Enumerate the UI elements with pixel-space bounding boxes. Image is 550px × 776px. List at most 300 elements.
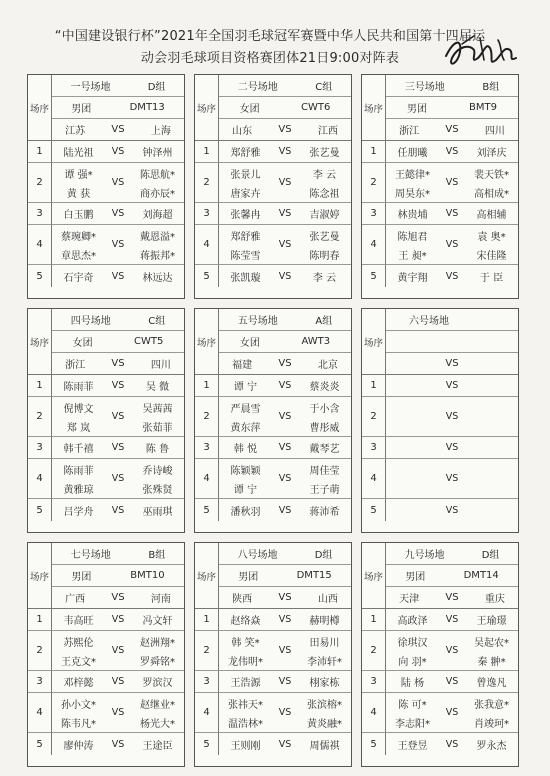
right-players — [465, 696, 518, 730]
player-name: 廖仲涛 — [63, 740, 94, 752]
match-row — [219, 265, 351, 287]
right-players — [298, 674, 351, 689]
match-order: 4 — [195, 693, 219, 733]
right-players — [131, 440, 184, 455]
player-name: 韦高旺 — [63, 616, 94, 627]
court-table — [27, 308, 185, 533]
match-row — [52, 671, 184, 693]
player-name: 于 臣 — [479, 272, 504, 284]
right-players — [298, 737, 351, 752]
left-players — [52, 696, 105, 730]
player-name: 蒋振邦* — [140, 250, 175, 262]
player-name: 曾逸凡 — [476, 678, 507, 689]
player-name: 黄炎融* — [307, 718, 342, 730]
player-name: 于小含 — [309, 403, 340, 415]
match-vs: VS — [111, 208, 125, 219]
match-order: 1 — [195, 375, 219, 397]
match-vs: VS — [278, 380, 292, 391]
left-players — [386, 206, 439, 221]
right-players — [298, 378, 351, 393]
title-line-1: “中国建设银行杯”2021年全国羽毛球冠军赛暨中华人民共和国第十四届运 — [54, 29, 486, 44]
player-name: 徐琪汉 — [397, 637, 428, 649]
court-name: 七号场地 — [70, 550, 111, 561]
player-name: 戴琴艺 — [309, 444, 340, 455]
player-name: 陈雨菲 — [63, 465, 94, 477]
match-order: 1 — [28, 609, 52, 631]
teams-vs: VS — [278, 592, 292, 603]
column-header-order: 场序 — [195, 543, 219, 609]
match-order: 2 — [362, 163, 386, 203]
left-players — [52, 269, 105, 284]
column-header-order: 场序 — [28, 75, 52, 141]
right-players — [298, 144, 351, 159]
title-line-2: 动会羽毛球项目资格赛团体21日9:00对阵表 — [140, 51, 400, 66]
match-order: 1 — [362, 609, 386, 631]
court-header — [219, 543, 351, 565]
event-code: DMT15 — [296, 570, 332, 581]
right-players — [298, 634, 351, 668]
left-players — [219, 737, 272, 752]
player-name: 石宇奇 — [63, 272, 94, 284]
match-order: 4 — [28, 459, 52, 499]
player-name: 赵络焱 — [230, 616, 261, 627]
court-header — [52, 75, 184, 97]
match-vs: VS — [445, 676, 459, 687]
player-name: 吴起农* — [474, 637, 509, 649]
match-order: 2 — [195, 397, 219, 437]
right-players — [298, 462, 351, 496]
match-row — [219, 437, 351, 459]
player-name: 赫明樽 — [309, 616, 340, 627]
left-players — [219, 696, 272, 730]
left-players — [52, 144, 105, 159]
left-players — [386, 144, 439, 159]
match-row — [219, 671, 351, 693]
event-header — [386, 97, 518, 119]
left-players — [219, 400, 272, 434]
player-name: 王子萌 — [309, 484, 340, 496]
court-header — [219, 309, 351, 331]
player-name: 陆 杨 — [400, 678, 425, 689]
player-name: 严晨雪 — [230, 403, 261, 415]
player-name: 陈韦凡* — [61, 718, 96, 730]
match-order: 3 — [362, 437, 386, 459]
player-name: 赵继业* — [140, 699, 175, 711]
match-order: 3 — [362, 671, 386, 693]
left-players — [386, 696, 439, 730]
team-2: 重庆 — [484, 594, 505, 605]
court-header — [386, 543, 518, 565]
event-code: CWT5 — [133, 336, 164, 347]
left-players — [386, 737, 439, 752]
event-code: BMT10 — [130, 570, 165, 581]
player-name: 王 昶* — [398, 250, 427, 262]
left-players — [52, 378, 105, 393]
event-header — [219, 565, 351, 587]
event-code: DMT13 — [129, 102, 165, 113]
match-vs: VS — [445, 146, 459, 157]
match-vs: VS — [445, 614, 459, 625]
player-name: 曹彤威 — [309, 422, 340, 434]
player-name: 陈 鲁 — [145, 444, 170, 455]
match-order: 1 — [28, 375, 52, 397]
court-table — [27, 74, 185, 299]
match-order: 5 — [195, 265, 219, 287]
player-name: 高政泽 — [397, 616, 428, 627]
team-1: 江苏 — [65, 126, 86, 137]
player-name: 罗舜铭* — [140, 656, 175, 668]
right-players — [131, 378, 184, 393]
event-type: 男团 — [405, 572, 426, 583]
left-players — [219, 206, 272, 221]
match-order: 4 — [28, 693, 52, 733]
match-order: 4 — [362, 225, 386, 265]
match-vs: VS — [445, 473, 459, 484]
teams-header — [52, 353, 184, 375]
player-name: 陈雨菲 — [63, 382, 94, 393]
player-name: 黄宇翔 — [397, 272, 428, 284]
player-name: 陈 可* — [398, 699, 427, 711]
right-players — [298, 503, 351, 518]
match-order: 4 — [195, 225, 219, 265]
event-code: DMT14 — [463, 570, 499, 581]
left-players — [52, 166, 105, 200]
player-name: 陈念祖 — [309, 188, 340, 200]
court-name: 二号场地 — [237, 82, 278, 93]
team-2: 山西 — [317, 594, 338, 605]
player-name: 蔡琬卿* — [61, 231, 96, 243]
match-vs: VS — [278, 614, 292, 625]
right-players — [131, 612, 184, 627]
right-players — [131, 166, 184, 200]
player-name: 孙小文* — [61, 699, 96, 711]
match-vs: VS — [278, 411, 292, 422]
teams-header — [386, 119, 518, 141]
left-players — [52, 206, 105, 221]
right-players — [298, 206, 351, 221]
event-header — [386, 331, 518, 353]
player-name: 王登昱 — [397, 740, 428, 752]
team-2: 上海 — [150, 126, 171, 137]
team-1: 浙江 — [65, 360, 86, 371]
teams-header — [219, 353, 351, 375]
player-name: 黄雅琼 — [63, 484, 94, 496]
match-vs: VS — [445, 442, 459, 453]
match-vs: VS — [278, 442, 292, 453]
match-row — [386, 225, 518, 265]
player-name: 韩 笑* — [231, 637, 260, 649]
teams-header — [52, 587, 184, 609]
match-row — [219, 499, 351, 521]
column-header-order: 场序 — [28, 309, 52, 375]
match-order: 4 — [28, 225, 52, 265]
player-name: 潘秋羽 — [230, 506, 261, 518]
match-row — [386, 609, 518, 631]
player-name: 张殊贤 — [142, 484, 173, 496]
match-row — [52, 203, 184, 225]
match-vs: VS — [278, 473, 292, 484]
player-name: 韩千禧 — [63, 444, 94, 455]
player-name: 谭 宁 — [233, 382, 258, 393]
player-name: 陆光祖 — [63, 148, 94, 159]
court-group: B组 — [482, 82, 500, 93]
event-type: 女团 — [72, 338, 93, 349]
match-vs: VS — [111, 707, 125, 718]
player-name: 张祎天* — [228, 699, 263, 711]
match-order: 4 — [195, 459, 219, 499]
event-header — [52, 331, 184, 353]
court-group: C组 — [148, 316, 166, 327]
player-name: 吴茜茜 — [142, 403, 173, 415]
match-vs: VS — [111, 380, 125, 391]
court-name: 一号场地 — [70, 82, 111, 93]
right-players — [465, 269, 518, 284]
teams-vs: VS — [111, 358, 125, 369]
teams-header — [219, 587, 351, 609]
match-row — [386, 203, 518, 225]
match-row — [386, 437, 518, 459]
teams-vs: VS — [278, 124, 292, 135]
left-players — [219, 674, 272, 689]
player-name: 郑舒雅 — [230, 148, 261, 159]
team-2: 北京 — [317, 360, 338, 371]
match-vs: VS — [445, 411, 459, 422]
player-name: 田易川 — [309, 637, 340, 649]
match-row — [219, 609, 351, 631]
right-players — [465, 206, 518, 221]
match-row — [386, 733, 518, 755]
match-row — [52, 397, 184, 437]
event-header — [219, 331, 351, 353]
left-players — [219, 440, 272, 455]
match-order: 2 — [28, 397, 52, 437]
player-name: 谭 宁 — [233, 484, 258, 496]
court-group: D组 — [314, 550, 333, 561]
right-players — [465, 166, 518, 200]
match-order: 4 — [362, 459, 386, 499]
match-row — [219, 141, 351, 163]
player-name: 王克文* — [61, 656, 96, 668]
player-name: 李 云 — [312, 169, 337, 181]
left-players — [219, 166, 272, 200]
player-name: 王则刚 — [230, 740, 261, 752]
player-name: 王瑜璟 — [476, 616, 507, 627]
player-name: 周佳莹 — [309, 465, 340, 477]
match-vs: VS — [278, 504, 292, 516]
team-2: 四川 — [150, 360, 171, 371]
right-players — [465, 634, 518, 668]
left-players — [219, 144, 272, 159]
player-name: 李志阳* — [395, 718, 430, 730]
court-header — [219, 75, 351, 97]
right-players — [298, 612, 351, 627]
team-1: 陕西 — [232, 594, 253, 605]
left-players — [52, 737, 105, 752]
player-name: 戴恩溢* — [140, 231, 175, 243]
court-name: 六号场地 — [409, 316, 449, 327]
player-name: 陈旭君 — [397, 231, 428, 243]
match-row — [386, 631, 518, 671]
player-name: 张景儿 — [230, 169, 261, 181]
teams-vs: VS — [278, 358, 292, 369]
right-players — [465, 612, 518, 627]
player-name: 蔡炎炎 — [309, 382, 340, 393]
player-name: 王浩源 — [230, 678, 261, 689]
match-vs: VS — [111, 177, 125, 188]
match-vs: VS — [111, 504, 125, 516]
player-name: 张凯璇 — [230, 272, 261, 284]
match-vs: VS — [111, 270, 125, 282]
player-name: 邓梓懿 — [63, 678, 94, 689]
team-2: 江西 — [317, 126, 338, 137]
match-order: 1 — [362, 141, 386, 163]
match-row — [52, 609, 184, 631]
match-row — [219, 693, 351, 733]
left-players — [52, 440, 105, 455]
court-name: 九号场地 — [404, 550, 445, 561]
teams-vs: VS — [445, 124, 459, 135]
right-players — [298, 400, 351, 434]
match-row — [386, 375, 518, 397]
match-row — [219, 163, 351, 203]
left-players — [219, 378, 272, 393]
match-vs: VS — [445, 504, 459, 516]
match-vs: VS — [445, 645, 459, 656]
right-players — [465, 674, 518, 689]
player-name: 裴天铁* — [474, 169, 509, 181]
right-players — [298, 696, 351, 730]
match-vs: VS — [111, 442, 125, 453]
left-players — [52, 462, 105, 496]
player-name: 巫雨琪 — [142, 506, 173, 518]
match-row — [386, 671, 518, 693]
left-players — [52, 400, 105, 434]
player-name: 吴 微 — [145, 382, 170, 393]
right-players — [131, 634, 184, 668]
right-players — [131, 674, 184, 689]
player-name: 倪博文 — [63, 403, 94, 415]
match-vs: VS — [111, 146, 125, 157]
event-code: CWT6 — [300, 102, 331, 113]
team-2: 河南 — [150, 594, 171, 605]
right-players — [131, 737, 184, 752]
teams-header — [52, 119, 184, 141]
right-players — [298, 228, 351, 262]
match-row — [52, 733, 184, 755]
right-players — [298, 269, 351, 284]
match-row — [52, 631, 184, 671]
match-order: 1 — [195, 141, 219, 163]
match-vs: VS — [278, 177, 292, 188]
match-row — [386, 163, 518, 203]
player-name: 张滨榕* — [307, 699, 342, 711]
right-players — [298, 166, 351, 200]
match-vs: VS — [445, 239, 459, 250]
left-players — [219, 612, 272, 627]
team-2: 四川 — [484, 126, 505, 137]
court-group: B组 — [148, 550, 166, 561]
teams-header — [219, 119, 351, 141]
match-vs: VS — [445, 177, 459, 188]
player-name: 陈思航* — [140, 169, 175, 181]
player-name: 谭 强* — [64, 169, 93, 181]
teams-vs: VS — [111, 592, 125, 603]
court-grid — [27, 74, 519, 767]
court-table — [361, 542, 519, 767]
left-players — [386, 166, 439, 200]
left-players — [219, 269, 272, 284]
left-players — [386, 228, 439, 262]
player-name: 林贵埔 — [397, 210, 428, 221]
left-players — [386, 634, 439, 668]
match-row — [386, 459, 518, 499]
team-1: 山东 — [232, 126, 253, 137]
match-row — [386, 397, 518, 437]
teams-vs: VS — [445, 592, 459, 603]
player-name: 林远达 — [142, 272, 173, 284]
player-name: 吕学舟 — [63, 506, 94, 518]
match-vs: VS — [111, 738, 125, 750]
match-vs: VS — [278, 738, 292, 750]
left-players — [219, 634, 272, 668]
match-vs: VS — [445, 380, 459, 391]
event-code: AWT3 — [301, 336, 331, 347]
match-row — [386, 693, 518, 733]
court-table — [361, 308, 519, 533]
player-name: 唐家卉 — [230, 188, 261, 200]
player-name: 张艺曼 — [309, 148, 340, 159]
match-vs: VS — [111, 614, 125, 625]
match-vs: VS — [278, 239, 292, 250]
match-order: 2 — [195, 163, 219, 203]
event-type: 女团 — [239, 338, 260, 349]
match-row — [219, 375, 351, 397]
player-name: 张馨冉 — [230, 210, 261, 221]
player-name: 韩 悦 — [233, 444, 258, 455]
right-players — [298, 440, 351, 455]
player-name: 秦 翀* — [477, 656, 506, 668]
match-row — [219, 225, 351, 265]
event-type: 男团 — [71, 104, 92, 115]
left-players — [52, 674, 105, 689]
match-order: 5 — [28, 733, 52, 755]
player-name: 任朋曦 — [397, 148, 428, 159]
match-order: 5 — [362, 265, 386, 287]
column-header-order: 场序 — [28, 543, 52, 609]
left-players — [219, 462, 272, 496]
match-order: 3 — [28, 437, 52, 459]
court-table — [194, 542, 352, 767]
match-order: 3 — [195, 671, 219, 693]
event-header — [386, 565, 518, 587]
teams-header — [386, 587, 518, 609]
court-name: 五号场地 — [237, 316, 278, 327]
match-row — [219, 631, 351, 671]
court-table — [361, 74, 519, 299]
event-type: 男团 — [407, 104, 427, 115]
event-header — [219, 97, 351, 119]
court-name: 八号场地 — [237, 550, 278, 561]
match-row — [52, 163, 184, 203]
event-header — [52, 97, 184, 119]
player-name: 赵洲翔* — [140, 637, 175, 649]
player-name: 龙伟明* — [228, 656, 263, 668]
column-header-order: 场序 — [362, 543, 386, 609]
player-name: 商亦辰* — [140, 188, 175, 200]
player-name: 陈明春 — [309, 250, 340, 262]
player-name: 郑 岚 — [66, 422, 91, 434]
player-name: 刘泽庆 — [476, 148, 507, 159]
